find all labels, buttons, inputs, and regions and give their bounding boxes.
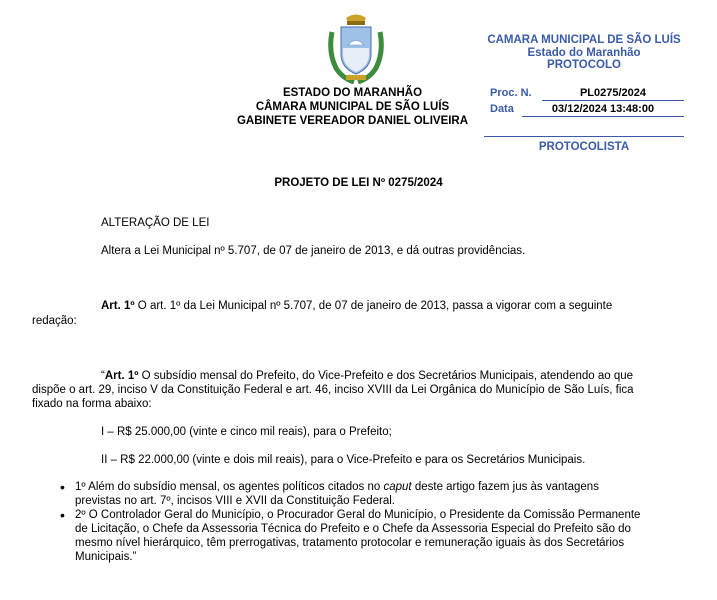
quoted-line2: dispõe o art. 29, inciso V da Constituição Federal e art. 46, inciso XVIII da Lei Orgânica do Município de São Luís, fica bbox=[32, 384, 634, 396]
quoted-label: Art. 1º bbox=[104, 370, 139, 382]
protocol-chamber: CAMARA MUNICIPAL DE SÃO LUÍS bbox=[487, 34, 681, 46]
quoted-line1: “Art. 1º O subsídio mensal do Prefeito, do Vice-Prefeito e dos Secretários Municipais, atendendo ao que bbox=[101, 370, 634, 382]
proc-value: PL0275/2024 bbox=[542, 87, 684, 101]
date-value: 03/12/2024 13:48:00 bbox=[522, 103, 684, 117]
header-office: GABINETE VEREADOR DANIEL OLIVEIRA bbox=[236, 115, 469, 127]
header-state: ESTADO DO MARANHÃO bbox=[282, 87, 423, 99]
proc-row bbox=[490, 87, 647, 99]
item-2: II – R$ 22.000,00 (vinte e dois mil reais), para o Vice-Prefeito e para os Secretários Municipais. bbox=[101, 454, 586, 466]
date-row bbox=[490, 103, 655, 115]
protocol-section: PROTOCOLO bbox=[547, 59, 621, 71]
art1-label: Art. 1º bbox=[101, 300, 135, 312]
paragraph-1: 1º Além do subsídio mensal, os agentes políticos citados no caput deste artigo fazem jus às vantagens previstas no art. 7º, incisos VIII e XVII da Constituição Federal. bbox=[75, 481, 599, 507]
header-chamber: CÂMARA MUNICIPAL DE SÃO LUÍS bbox=[255, 101, 450, 113]
protocol-stamp bbox=[484, 34, 684, 72]
header-block bbox=[220, 86, 485, 128]
proc-label: Proc. N. bbox=[490, 87, 532, 99]
art1-line1: Art. 1º O art. 1º da Lei Municipal nº 5.707, de 07 de janeiro de 2013, passa a vigorar com a seguinte bbox=[101, 300, 613, 312]
art1-line2: redação: bbox=[32, 315, 77, 327]
protocolista-label: PROTOCOLISTA bbox=[484, 136, 684, 153]
paragraph-2: 2º O Controlador Geral do Município, o Procurador Geral do Município, o Presidente da Comissão Permanente de Licitação, o Chefe da Assessoria Técnica do Prefeito e o Chefe da Assessoria Especial do Prefeito são do mesmo nível hierárquico, têm prerrogativas, tratamento protocolar e remuneração iguais às dos Secretários Municipais.” bbox=[75, 509, 641, 563]
subject: ALTERAÇÃO DE LEI bbox=[101, 217, 210, 229]
quoted-line3: fixado na forma abaixo: bbox=[32, 398, 152, 410]
protocol-state: Estado do Maranhão bbox=[527, 46, 641, 59]
document-title: PROJETO DE LEI Nº 0275/2024 bbox=[274, 177, 443, 189]
item-1: I – R$ 25.000,00 (vinte e cinco mil reais), para o Prefeito; bbox=[101, 426, 392, 438]
coat-of-arms-icon bbox=[326, 12, 386, 84]
summary: Altera a Lei Municipal nº 5.707, de 07 de janeiro de 2013, e dá outras providências. bbox=[101, 245, 526, 257]
bullet-icon: • bbox=[60, 507, 65, 523]
date-label: Data bbox=[490, 103, 514, 115]
bullet-icon: • bbox=[60, 479, 65, 495]
